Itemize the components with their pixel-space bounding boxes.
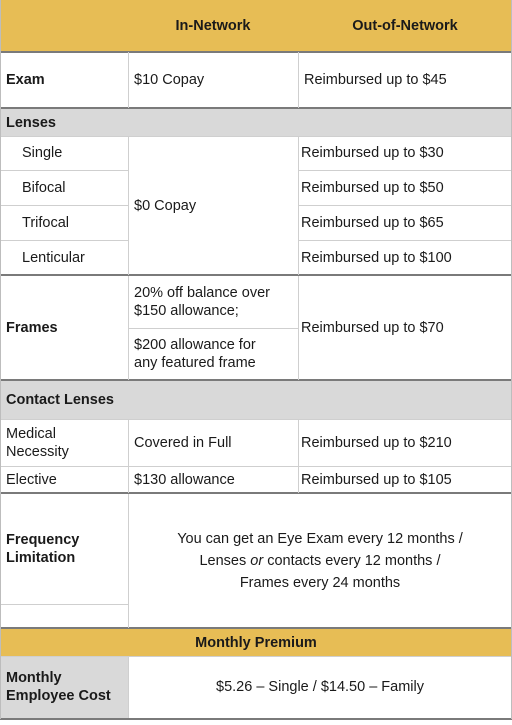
lenses-trifocal-out: Reimbursed up to $65 [301, 214, 444, 231]
lenses-trifocal-label: Trifocal [22, 214, 69, 231]
frequency-line1: You can get an Eye Exam every 12 months / [177, 531, 463, 547]
elective-in-network: $130 allowance [134, 471, 235, 488]
grid-line-vertical [298, 276, 299, 380]
frames-discount-line2: $150 allowance; [134, 303, 239, 319]
grid-line [0, 240, 128, 241]
frequency-line2 [199, 550, 440, 572]
frames-out-of-network: Reimbursed up to $70 [301, 320, 444, 336]
elective-out-of-network: Reimbursed up to $105 [301, 471, 452, 488]
lenses-lenticular-out: Reimbursed up to $100 [301, 249, 452, 266]
premium-label-line1: Monthly [6, 670, 62, 686]
grid-line [0, 466, 512, 467]
premium-label [0, 656, 128, 718]
grid-line-thick [0, 492, 512, 494]
frames-featured-line2: any featured frame [134, 355, 256, 371]
medical-label-line1: Medical [6, 426, 56, 442]
grid-line-vertical [298, 136, 299, 275]
grid-line-thick [0, 51, 512, 53]
grid-line [298, 205, 512, 206]
exam-out-of-network: Reimbursed up to $45 [304, 72, 447, 88]
grid-line [298, 240, 512, 241]
frequency-line2-pre: Lenses [199, 553, 251, 569]
grid-line-thick [0, 627, 512, 629]
medical-label-line2: Necessity [6, 444, 69, 460]
lenses-in-network: $0 Copay [134, 197, 197, 214]
grid-line-vertical [128, 656, 129, 718]
frames-featured-line1: $200 allowance for [134, 337, 256, 353]
medical-in-network: Covered in Full [134, 435, 232, 451]
frequency-label-line2: Limitation [6, 550, 76, 566]
grid-line-vertical [128, 494, 129, 628]
grid-line-vertical [128, 420, 129, 493]
frequency-text [128, 494, 512, 628]
header-out-of-network: Out-of-Network [298, 0, 512, 52]
grid-line-vertical [128, 276, 129, 380]
header-in-network: In-Network [128, 0, 298, 52]
grid-line-thick [0, 107, 512, 109]
frames-in-network-discount [128, 276, 298, 328]
grid-line [298, 170, 512, 171]
lenses-single-out: Reimbursed up to $30 [301, 145, 444, 161]
grid-line-thick [0, 718, 512, 720]
lenses-lenticular-label: Lenticular [22, 249, 85, 266]
grid-line [0, 170, 128, 171]
frequency-line2-post: contacts every 12 months / [263, 553, 441, 569]
premium-value: $5.26 – Single / $14.50 – Family [216, 679, 424, 695]
elective-label: Elective [6, 471, 57, 488]
exam-label: Exam [6, 72, 45, 88]
contacts-section-title: Contact Lenses [0, 381, 512, 419]
grid-line [128, 328, 298, 329]
frames-discount-line1: 20% off balance over [134, 285, 270, 301]
grid-line-vertical [298, 52, 299, 108]
grid-line-thick [0, 274, 512, 276]
lenses-bifocal-label: Bifocal [22, 179, 66, 196]
grid-line [0, 656, 512, 657]
frequency-label-line1: Frequency [6, 532, 80, 548]
lenses-bifocal-out: Reimbursed up to $50 [301, 179, 444, 196]
lenses-section-title: Lenses [0, 109, 512, 136]
frequency-line3: Frames every 24 months [239, 575, 401, 591]
grid-line-thick [0, 379, 512, 381]
header-blank [0, 0, 128, 52]
grid-line-vertical [128, 52, 129, 108]
medical-out-of-network: Reimbursed up to $210 [301, 435, 452, 451]
premium-section-title: Monthly Premium [0, 629, 512, 656]
grid-line [0, 136, 512, 137]
grid-line [0, 419, 512, 420]
medical-necessity-label [0, 420, 128, 466]
premium-label-line2: Employee Cost [6, 688, 111, 704]
frames-in-network-featured [128, 328, 298, 380]
grid-line-vertical [0, 0, 1, 719]
frequency-label [0, 494, 128, 604]
grid-line-vertical [298, 420, 299, 493]
grid-line [0, 604, 128, 605]
grid-line [0, 205, 128, 206]
exam-in-network: $10 Copay [134, 72, 205, 88]
frames-label: Frames [6, 320, 58, 336]
lenses-single-label: Single [22, 145, 63, 161]
frequency-line2-or: or [250, 553, 264, 569]
grid-line-vertical [128, 136, 129, 275]
